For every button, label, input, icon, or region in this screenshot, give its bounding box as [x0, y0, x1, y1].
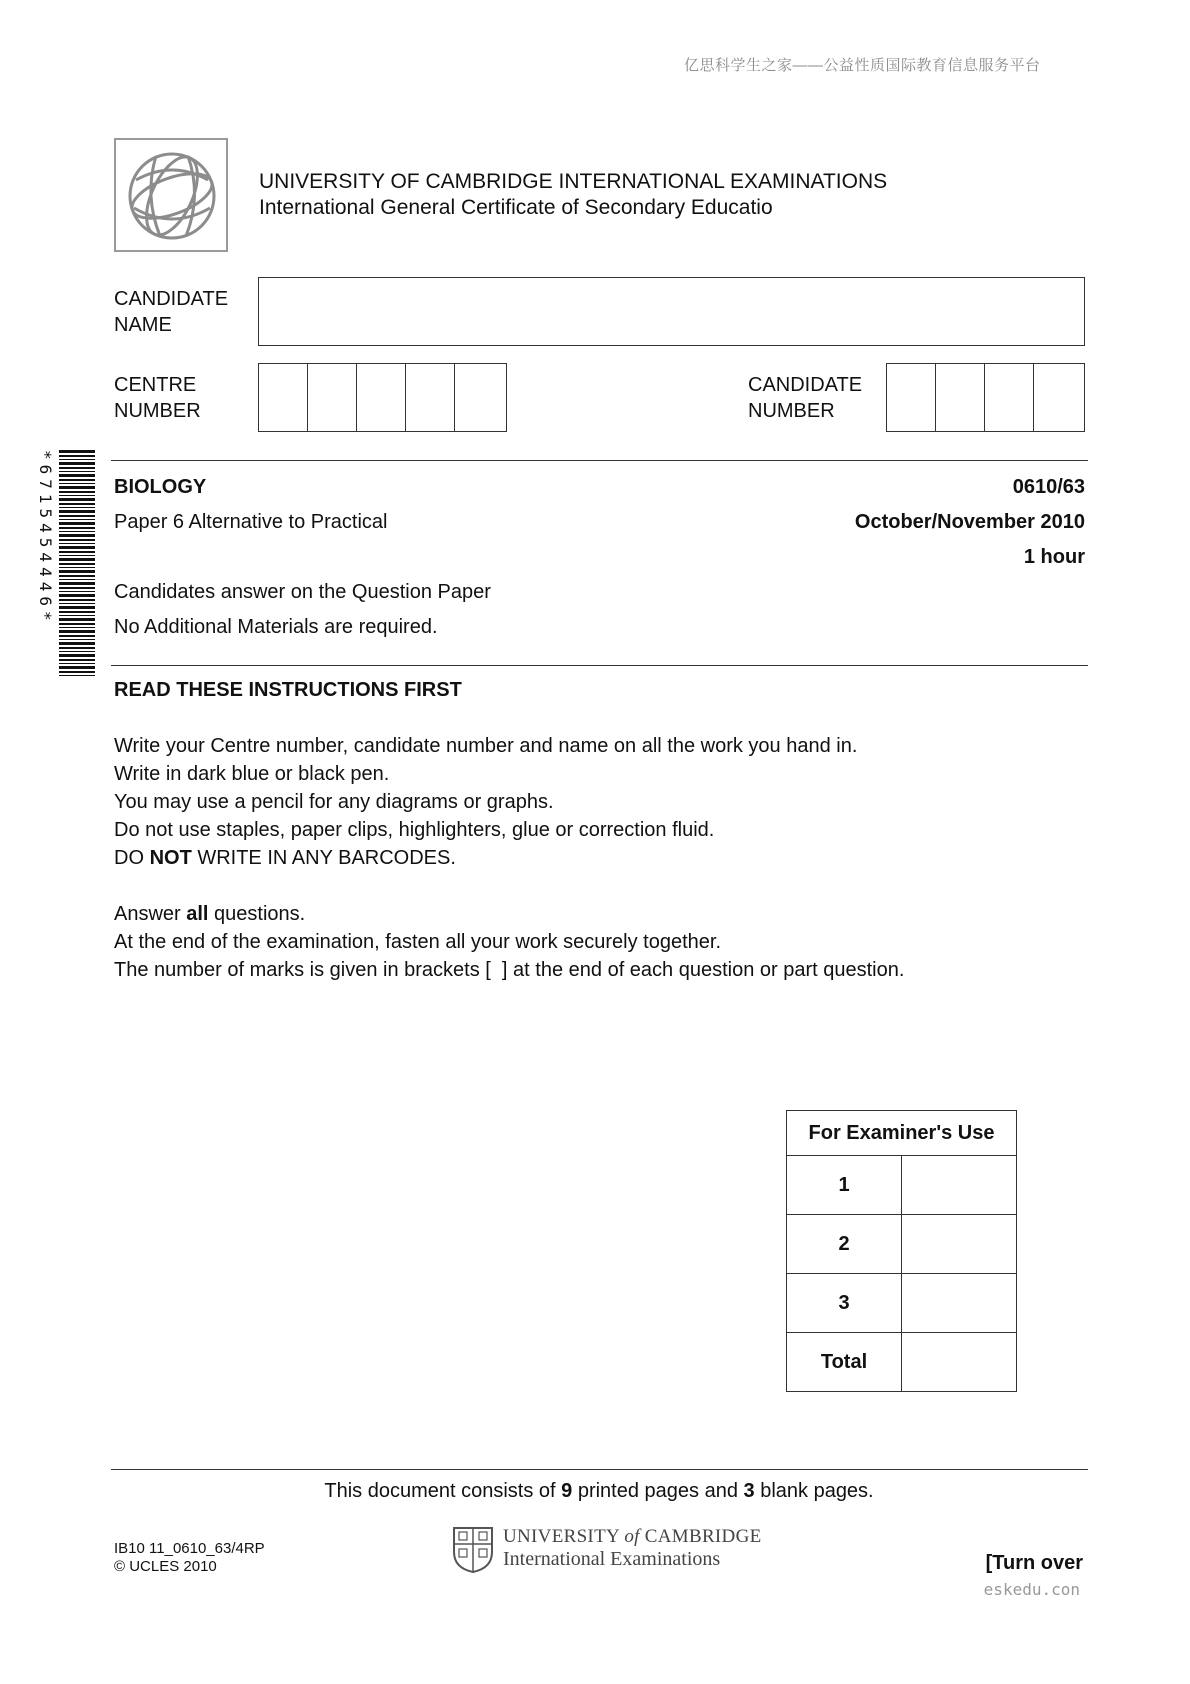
mark-cell[interactable] [902, 1333, 1017, 1392]
paper-title: Paper 6 Alternative to Practical [114, 511, 388, 533]
candidate-digit-box[interactable] [985, 364, 1034, 431]
examiner-table-header: For Examiner's Use [787, 1111, 1017, 1156]
centre-digit-box[interactable] [259, 364, 308, 431]
centre-digit-box[interactable] [357, 364, 406, 431]
barcode-text: *6715454446* [36, 450, 55, 626]
table-row: 3 [787, 1274, 1017, 1333]
university-title: UNIVERSITY OF CAMBRIDGE INTERNATIONAL EXAMINATIONS [259, 170, 888, 193]
candidate-number-label: CANDIDATE NUMBER [748, 374, 863, 422]
candidate-digit-box[interactable] [936, 364, 985, 431]
barcode [37, 450, 97, 685]
candidate-name-label: CANDIDATE NAME [114, 288, 229, 336]
mark-cell[interactable] [902, 1215, 1017, 1274]
centre-digit-box[interactable] [406, 364, 455, 431]
table-row: 2 [787, 1215, 1017, 1274]
candidate-number-field[interactable] [886, 363, 1085, 432]
materials-note: No Additional Materials are required. [114, 616, 438, 638]
exam-session: October/November 2010 [854, 511, 1085, 533]
watermark-top: 亿思科学生之家——公益性质国际教育信息服务平台 [684, 57, 1041, 74]
answer-note: Candidates answer on the Question Paper [114, 581, 491, 603]
page-count-note: This document consists of 9 printed pages and 3 blank pages. [324, 1480, 874, 1502]
centre-number-field[interactable] [258, 363, 507, 432]
crest-icon [452, 1526, 494, 1574]
divider-bottom [111, 1469, 1088, 1470]
examiner-table [786, 1110, 1017, 1392]
centre-digit-box[interactable] [308, 364, 357, 431]
instructions-block-2: Answer all questions. At the end of the examination, fasten all your work securely together. The number of marks is given in brackets [ ] at the end of each question or part question. [114, 903, 905, 981]
table-row: 1 [787, 1156, 1017, 1215]
divider-top [111, 460, 1088, 461]
turn-over: [Turn over [985, 1552, 1083, 1574]
candidate-digit-box[interactable] [1034, 364, 1083, 431]
candidate-digit-box[interactable] [887, 364, 936, 431]
divider-middle [111, 665, 1088, 666]
globe-icon [126, 150, 218, 242]
instructions-block-1: Write your Centre number, candidate number and name on all the work you hand in. Write in dark blue or black pen. You may use a pencil for any diagrams or graphs. Do not use staples, paper clips, highlighters, glue or correction fluid. DO NOT WRITE IN ANY BARCODES. [114, 735, 858, 869]
mark-cell[interactable] [902, 1156, 1017, 1215]
globe-logo [114, 138, 228, 252]
table-row: Total [787, 1333, 1017, 1392]
centre-digit-box[interactable] [455, 364, 504, 431]
cambridge-logo-text: UNIVERSITY of CAMBRIDGE International Examinations [503, 1526, 762, 1570]
certificate-subtitle: International General Certificate of Secondary Educatio [259, 196, 773, 219]
instructions-heading: READ THESE INSTRUCTIONS FIRST [114, 679, 462, 701]
cambridge-crest [452, 1526, 494, 1579]
paper-code: 0610/63 [1012, 476, 1085, 498]
watermark-bottom: eskedu.con [983, 1580, 1080, 1599]
paper-reference: IB10 11_0610_63/4RP © UCLES 2010 [114, 1540, 265, 1575]
duration: 1 hour [1023, 546, 1085, 568]
subject: BIOLOGY [114, 476, 207, 498]
centre-number-label: CENTRE NUMBER [114, 374, 201, 422]
candidate-name-field[interactable] [258, 277, 1085, 346]
mark-cell[interactable] [902, 1274, 1017, 1333]
